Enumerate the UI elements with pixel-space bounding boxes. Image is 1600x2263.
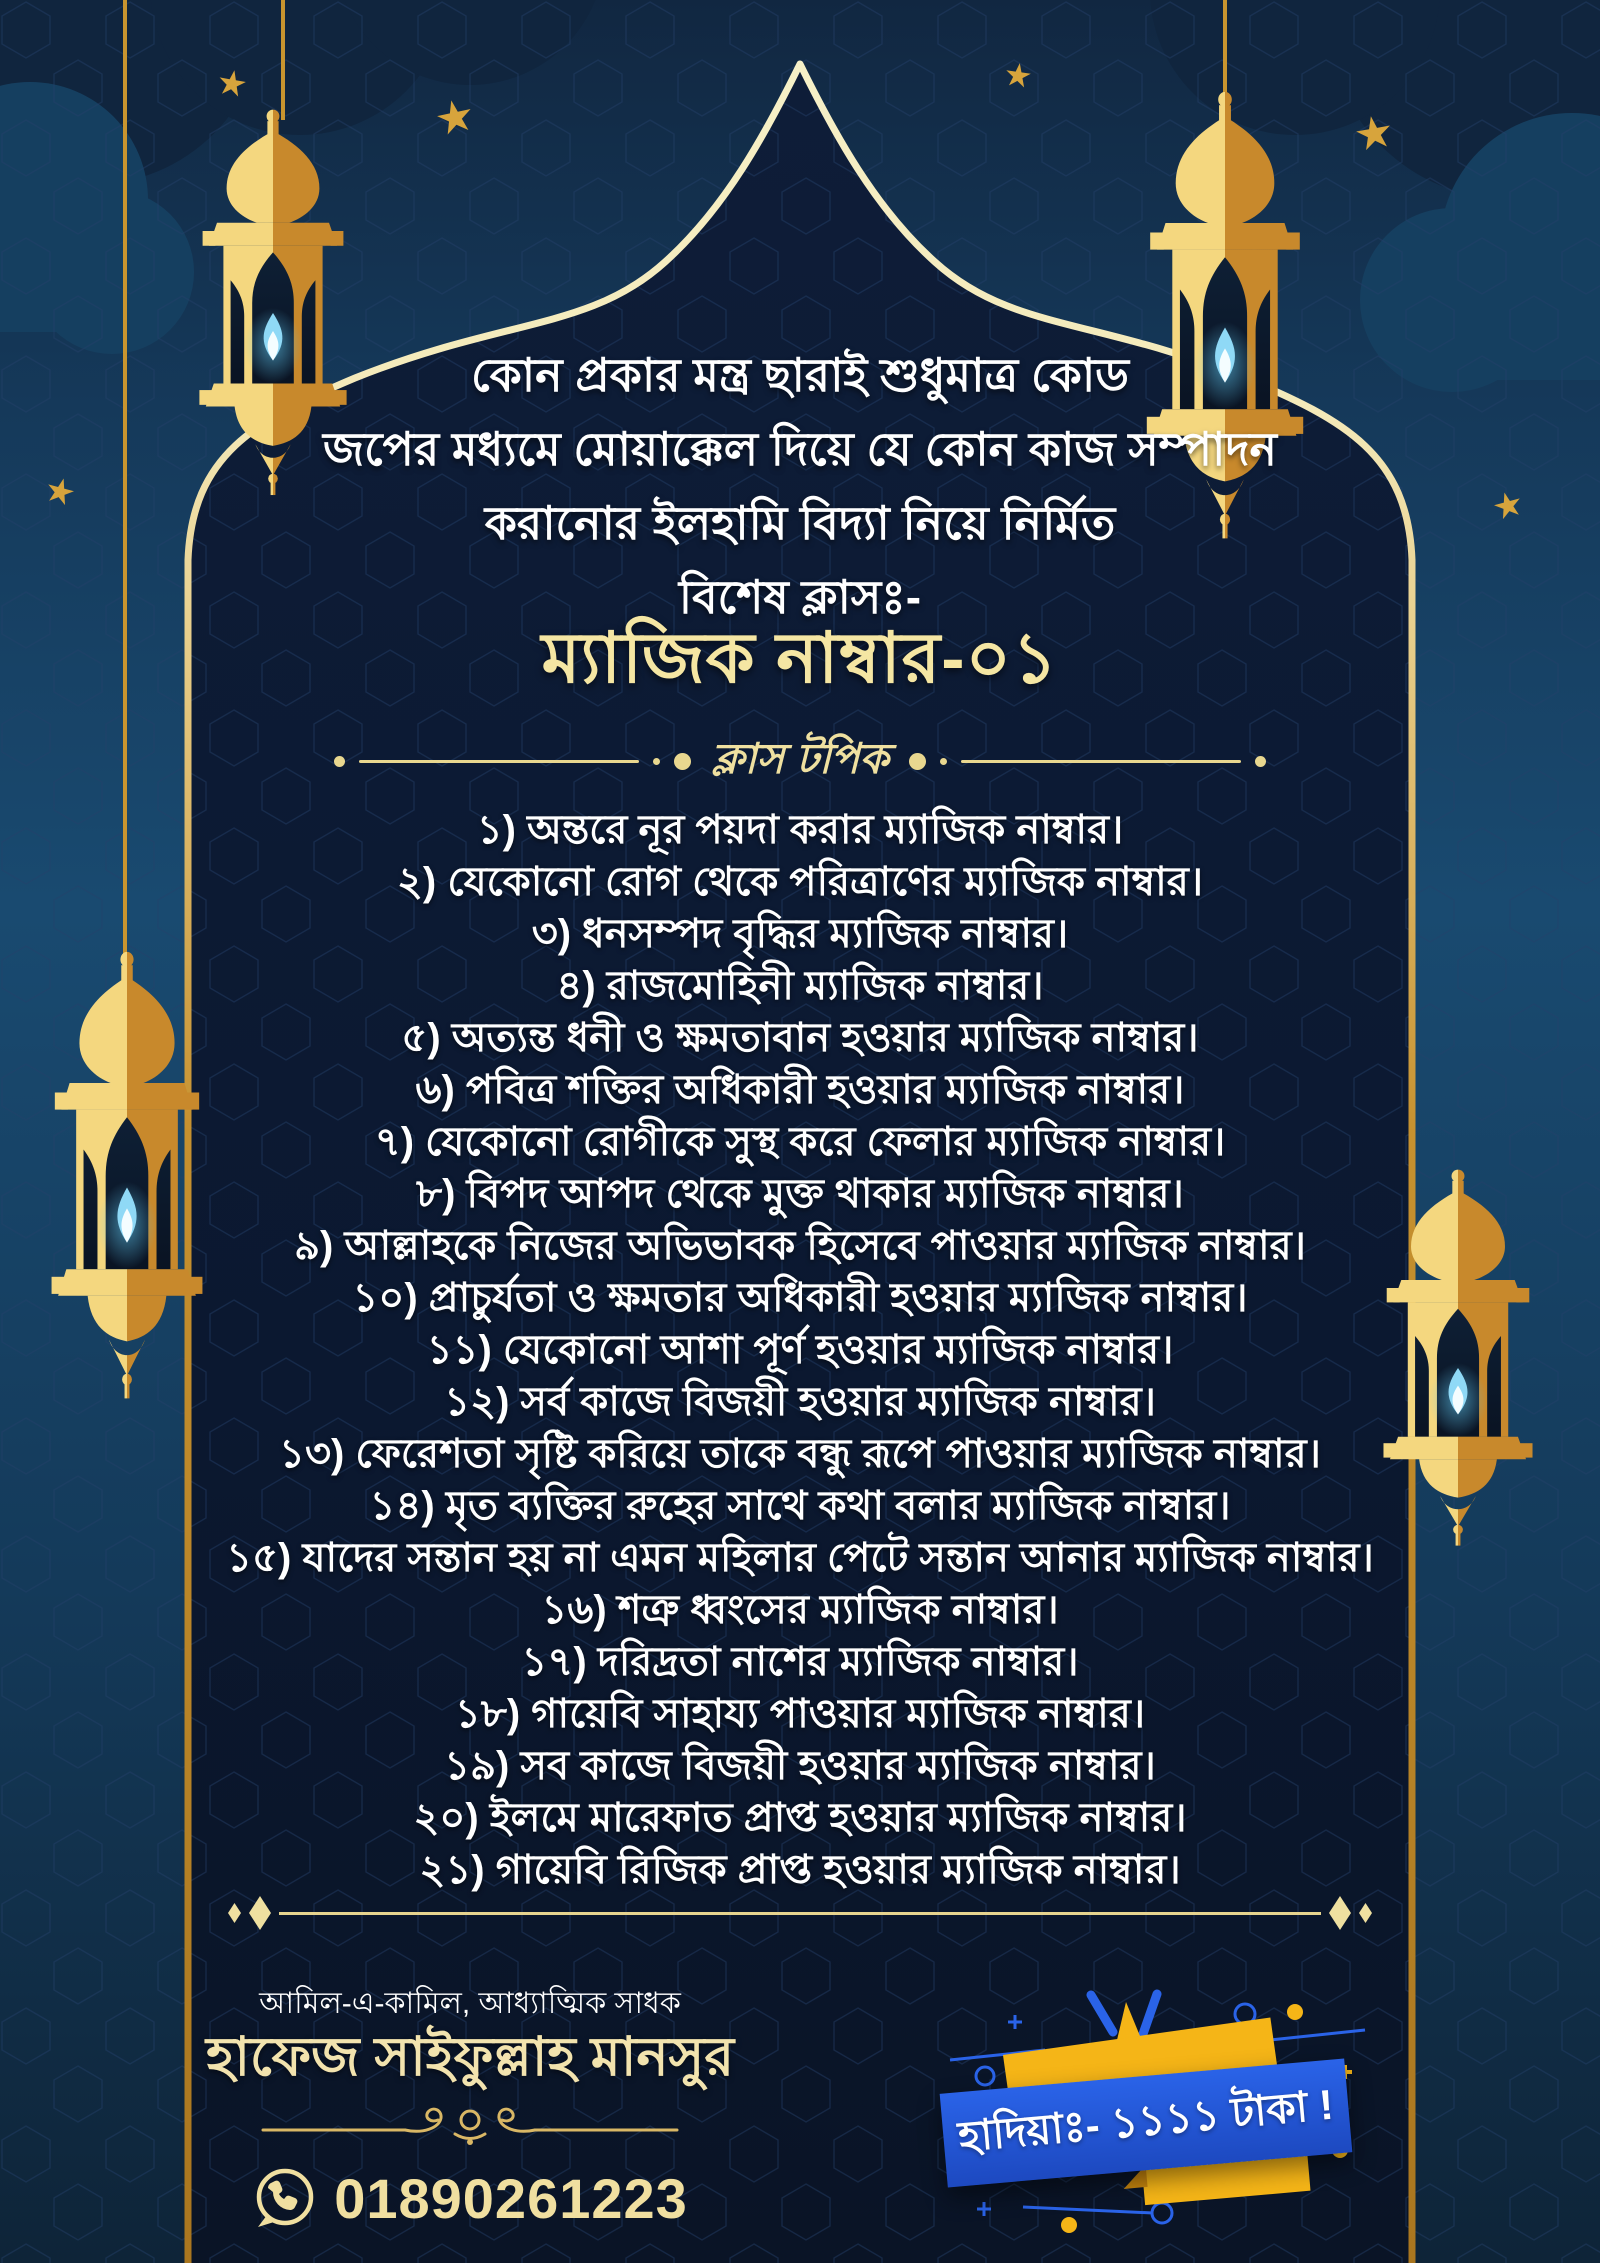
phone-row	[170, 2165, 770, 2231]
divider-line	[279, 1912, 1321, 1915]
ornament-dot	[334, 756, 345, 767]
ornament-dot	[674, 753, 691, 770]
ornament-dot	[653, 758, 660, 765]
whatsapp-icon	[252, 2165, 318, 2231]
topic-item: ১১) যেকোনো আশা পূর্ণ হওয়ার ম্যাজিক নাম্বার।	[426, 1328, 1174, 1372]
intro-line: কোন প্রকার মন্ত্র ছারাই শুধুমাত্র কোড	[470, 349, 1130, 401]
intro-line: করানোর ইলহামি বিদ্যা নিয়ে নির্মিত	[484, 497, 1116, 549]
topic-item: ৯) আল্লাহকে নিজের অভিভাবক হিসেবে পাওয়ার ম্যাজিক নাম্বার।	[294, 1224, 1306, 1268]
diamond-icon	[249, 1896, 271, 1930]
topic-item: ৬) পবিত্র শক্তির অধিকারী হওয়ার ম্যাজিক নাম্বার।	[415, 1068, 1185, 1112]
ornament-dot	[940, 758, 947, 765]
topics-list	[0, 804, 1600, 1896]
topic-item: ১০) প্রাচুর্যতা ও ক্ষমতার অধিকারী হওয়ার ম্যাজিক নাম্বার।	[352, 1276, 1248, 1320]
ornament-dot	[1255, 756, 1266, 767]
topic-item: ১৪) মৃত ব্যক্তির রুহের সাথে কথা বলার ম্যাজিক নাম্বার।	[369, 1484, 1231, 1528]
presenter-block	[170, 1984, 770, 2231]
intro-text	[0, 338, 1600, 634]
topics-heading: ক্লাস টপিক	[711, 735, 889, 782]
price-badge	[905, 1950, 1405, 2250]
topic-item: ২) যেকোনো রোগ থেকে পরিত্রাণের ম্যাজিক নাম্বার।	[396, 860, 1204, 904]
diamond-icon	[228, 1903, 241, 1923]
scroll-ornament	[255, 2102, 685, 2150]
presenter-name: হাফেজ সাইফুল্লাহ মানসুর	[205, 2027, 735, 2087]
topic-item: ২১) গায়েবি রিজিক প্রাপ্ত হওয়ার ম্যাজিক নাম্বার।	[419, 1848, 1181, 1892]
topic-item: ১) অন্তরে নূর পয়দা করার ম্যাজিক নাম্বার।	[476, 808, 1124, 852]
diamond-icon	[1359, 1903, 1372, 1923]
topic-item: ১৩) ফেরেশতা সৃষ্টি করিয়ে তাকে বন্ধু রূপে পাওয়ার ম্যাজিক নাম্বার।	[279, 1432, 1321, 1476]
ornament-line	[961, 760, 1241, 763]
topic-item: ১২) সর্ব কাজে বিজয়ী হওয়ার ম্যাজিক নাম্বার।	[444, 1380, 1156, 1424]
diamond-icon	[1329, 1896, 1351, 1930]
page-title: ম্যাজিক নাম্বার-০১	[541, 619, 1059, 697]
topic-item: ১৭) দরিদ্রতা নাশের ম্যাজিক নাম্বার।	[521, 1640, 1079, 1684]
presenter-tagline: আমিল-এ-কামিল, আধ্যাত্মিক সাধক	[259, 1987, 681, 2020]
diamond-divider	[228, 1896, 1372, 1930]
ornament-dot	[909, 753, 926, 770]
topic-item: ১৯) সব কাজে বিজয়ী হওয়ার ম্যাজিক নাম্বার।	[444, 1744, 1156, 1788]
intro-line: বিশেষ ক্লাসঃ-	[678, 571, 922, 623]
topic-item: ৪) রাজমোহিনী ম্যাজিক নাম্বার।	[556, 964, 1044, 1008]
phone-number: 01890261223	[334, 2166, 688, 2230]
topic-item: ১৫) যাদের সন্তান হয় না এমন মহিলার পেটে সন্তান আনার ম্যাজিক নাম্বার।	[226, 1536, 1374, 1580]
topic-item: ১৬) শত্রু ধ্বংসের ম্যাজিক নাম্বার।	[541, 1588, 1059, 1632]
topic-item: ২০) ইলমে মারেফাত প্রাপ্ত হওয়ার ম্যাজিক নাম্বার।	[413, 1796, 1187, 1840]
topic-item: ৮) বিপদ আপদ থেকে মুক্ত থাকার ম্যাজিক নাম্বার।	[416, 1172, 1184, 1216]
topic-item: ১৮) গায়েবি সাহায্য পাওয়ার ম্যাজিক নাম্বার।	[454, 1692, 1146, 1736]
badge-price-text: হাদিয়াঃ- ১১১১ টাকা !	[956, 2080, 1336, 2160]
intro-line: জপের মধ্যমে মোয়াক্কেল দিয়ে যে কোন কাজ সম্পাদন	[323, 423, 1277, 475]
topic-item: ৫) অত্যন্ত ধনী ও ক্ষমতাবান হওয়ার ম্যাজিক নাম্বার।	[401, 1016, 1199, 1060]
topics-heading-row	[200, 726, 1400, 797]
topic-item: ৩) ধনসম্পদ বৃদ্ধির ম্যাজিক নাম্বার।	[531, 912, 1069, 956]
topic-item: ৭) যেকোনো রোগীকে সুস্থ করে ফেলার ম্যাজিক নাম্বার।	[374, 1120, 1226, 1164]
ornament-line	[359, 760, 639, 763]
